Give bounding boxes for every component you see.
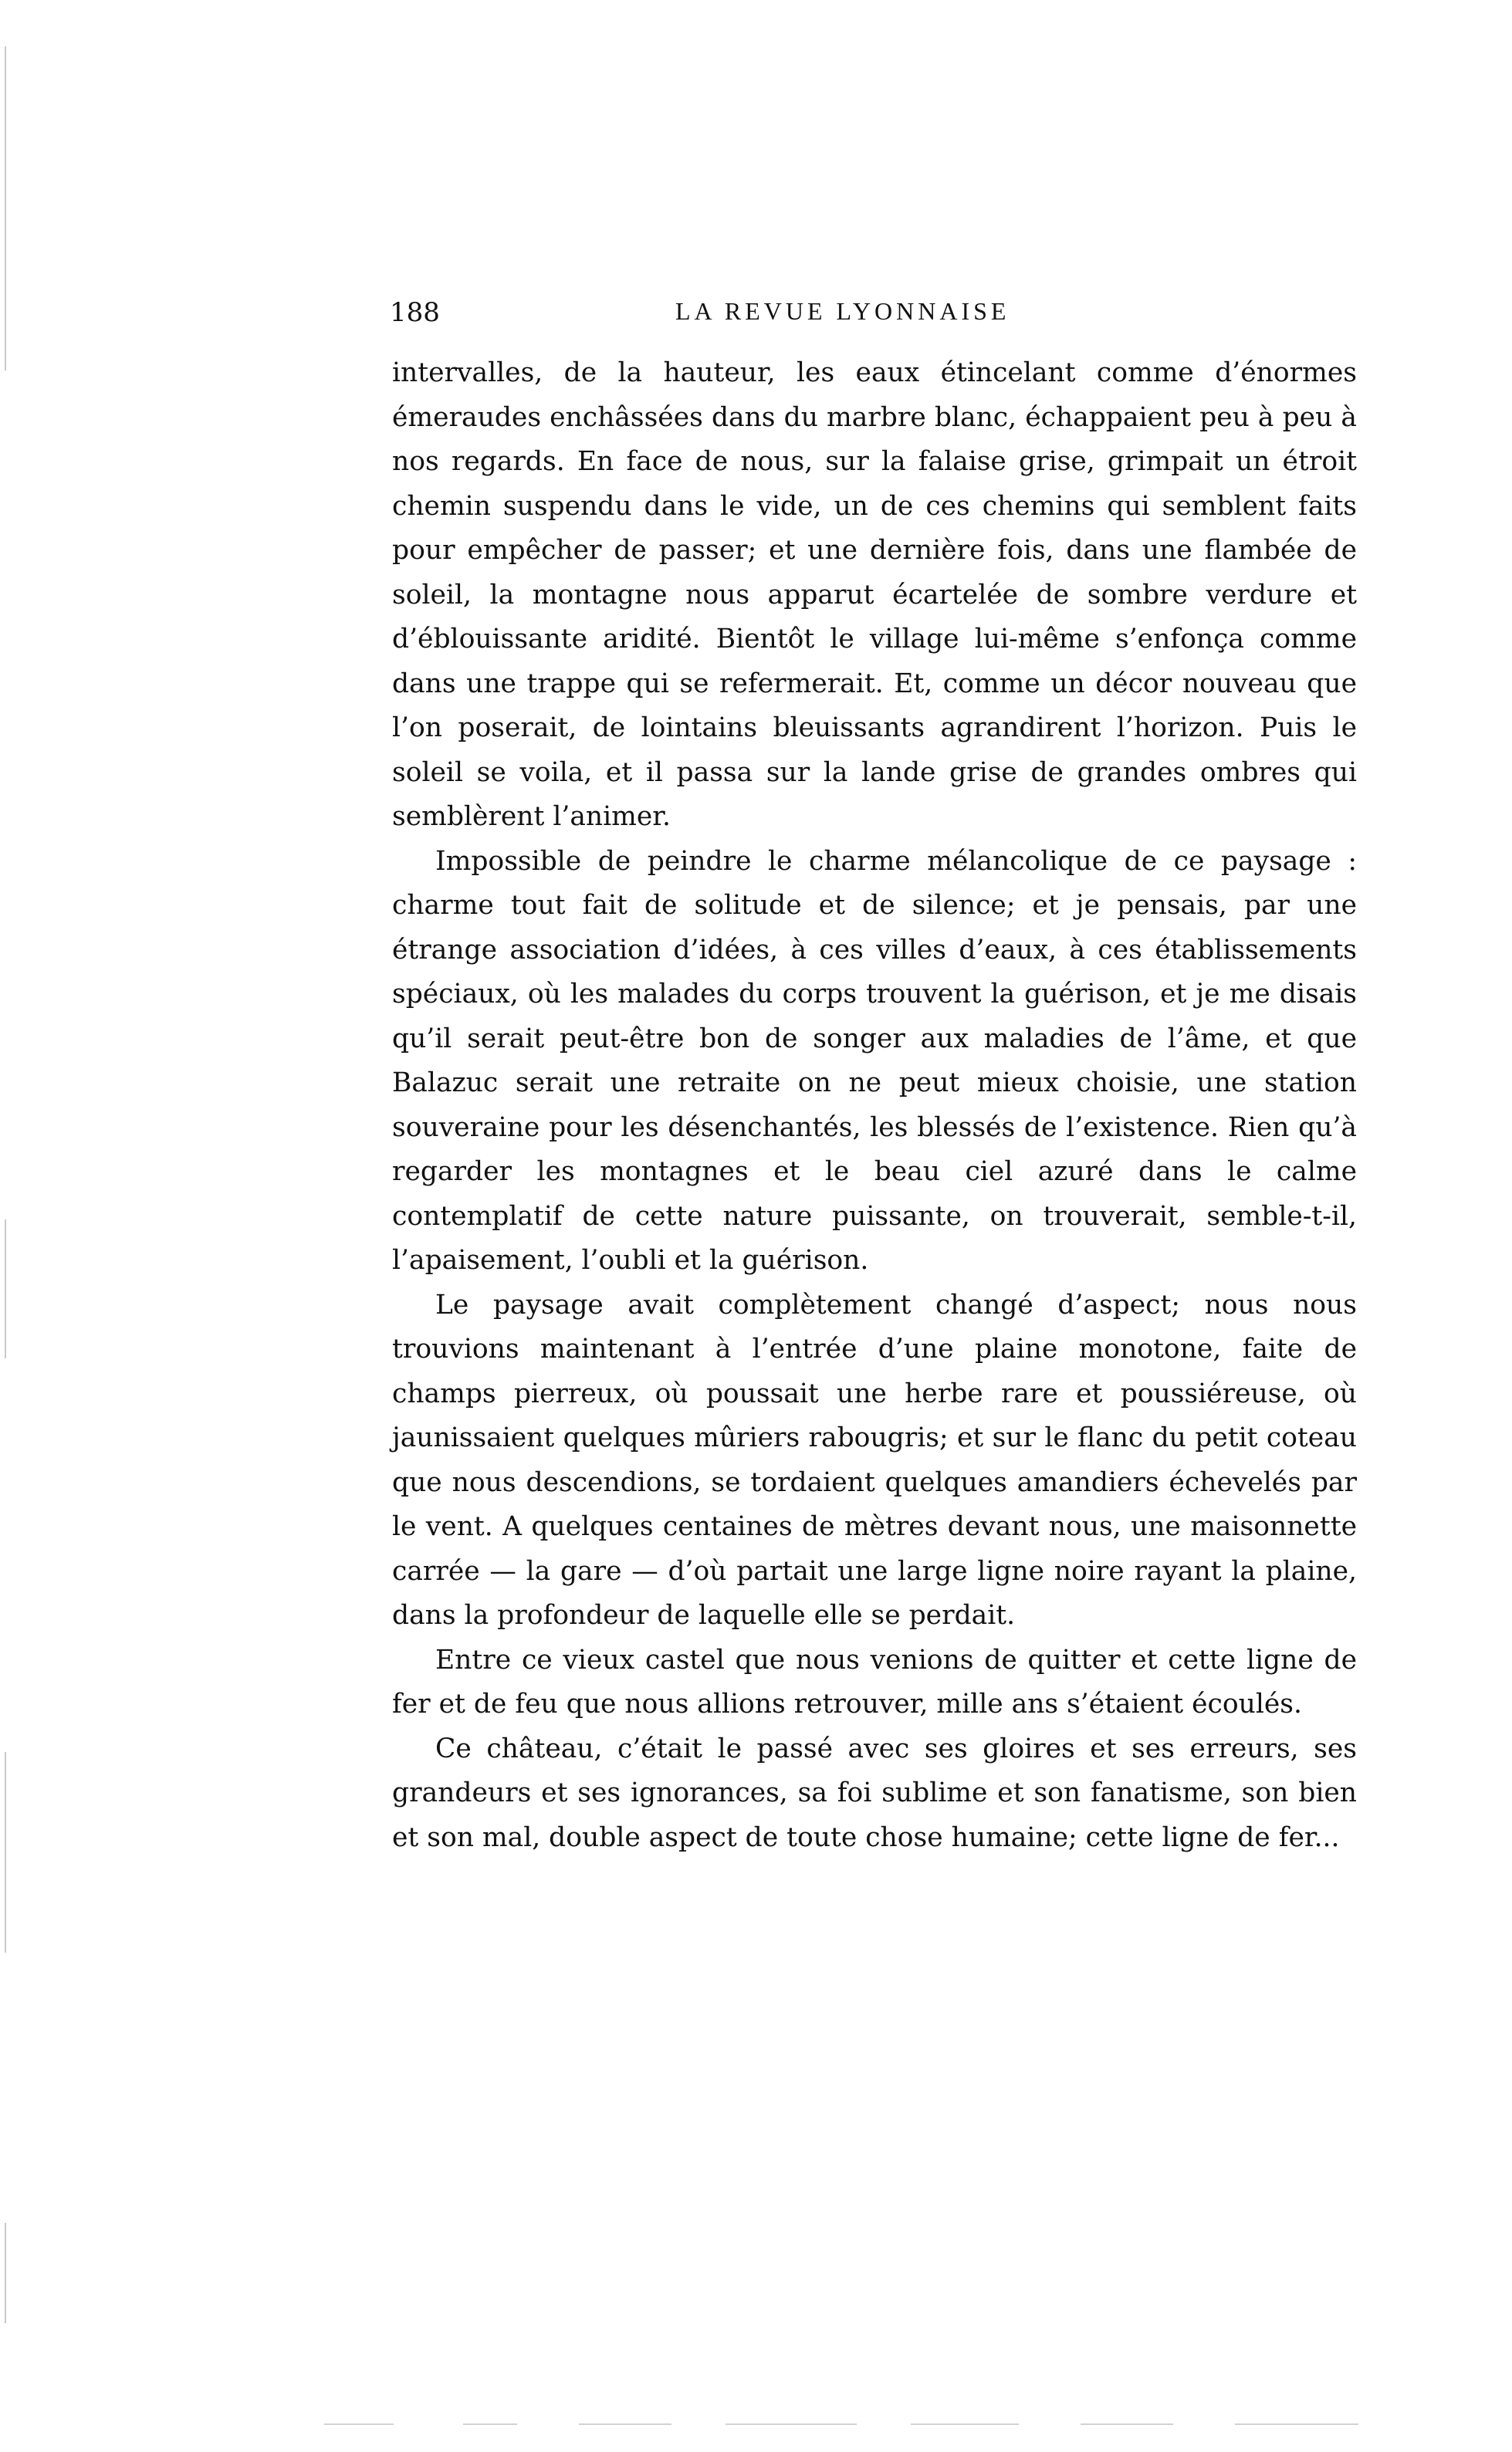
paragraph: Impossible de peindre le charme mélancolique de ce paysage : charme tout fait de solitude et de silence; et je pensais, par une étrange association d’idées, à ces villes d’eaux, à ces établissements spéciaux, où les malades du corps trouvent la guérison, et je me disais qu’il serait peut-être bon de songer aux maladies de l’âme, et que Balazuc serait une retraite on ne peut mieux choisie, une station souveraine pour les désenchantés, les blessés de l’existence. Rien qu’à regarder les montagnes et le beau ciel azuré dans le calme contemplatif de cette nature puissante, on trouverait, semble-t-il, l’apaisement, l’oubli et la guérison. — [392, 845, 1357, 1276]
page-number: 188 — [390, 297, 440, 328]
scan-mark — [463, 2423, 517, 2425]
scan-mark — [1081, 2423, 1173, 2425]
paragraph: intervalles, de la hauteur, les eaux étincelant comme d’énormes émeraudes enchâssées dans du marbre blanc, échappaient peu à peu à nos regards. En face de nous, sur la falaise grise, grimpait un étroit chemin suspendu dans le vide, un de ces chemins qui semblent faits pour empêcher de passer; et une dernière fois, dans une flambée de soleil, la montagne nous apparut écartelée de sombre verdure et d’éblouissante aridité. Bientôt le village lui-même s’enfonça comme dans une trappe qui se refermerait. Et, comme un décor nouveau que l’on poserait, de lointains bleuissants agrandirent l’horizon. Puis le soleil se voila, et il passa sur la lande grise de grandes ombres qui semblèrent l’animer. — [392, 357, 1357, 832]
paragraph: Le paysage avait complètement changé d’aspect; nous nous trouvions maintenant à l’entrée d’une plaine monotone, faite de champs pierreux, où poussait une herbe rare et poussiéreuse, où jaunissaient quelques mûriers rabougris; et sur le flanc du petit coteau que nous descendions, se tordaient quelques amandiers échevelés par le vent. A quelques centaines de mètres devant nous, une maisonnette carrée — la gare — d’où partait une large ligne noire rayant la plaine, dans la profondeur de laquelle elle se perdait. — [392, 1289, 1357, 1631]
scan-mark — [911, 2423, 1019, 2425]
scan-bottom-marks — [324, 2423, 1389, 2428]
scan-mark — [1235, 2423, 1358, 2425]
scan-edge-mark — [5, 2223, 6, 2323]
running-title: LA REVUE LYONNAISE — [675, 297, 1010, 325]
scan-edge-mark — [5, 46, 6, 370]
paragraph: Entre ce vieux castel que nous venions de quitter et cette ligne de fer et de feu que nous allions retrouver, mille ans s’étaient écoulés. — [392, 1644, 1357, 1720]
scan-edge-mark — [5, 1219, 6, 1358]
scan-mark — [324, 2423, 394, 2425]
page-header — [390, 297, 1362, 343]
scan-mark — [579, 2423, 671, 2425]
paragraph: Ce château, c’était le passé avec ses gloires et ses erreurs, ses grandeurs et ses ignorances, sa foi sublime et son fanatisme, son bien et son mal, double aspect de toute chose humaine; cette ligne de fer... — [392, 1733, 1357, 1853]
scan-mark — [726, 2423, 857, 2425]
scan-edge-mark — [5, 1752, 6, 1953]
body-text — [392, 351, 1357, 1860]
